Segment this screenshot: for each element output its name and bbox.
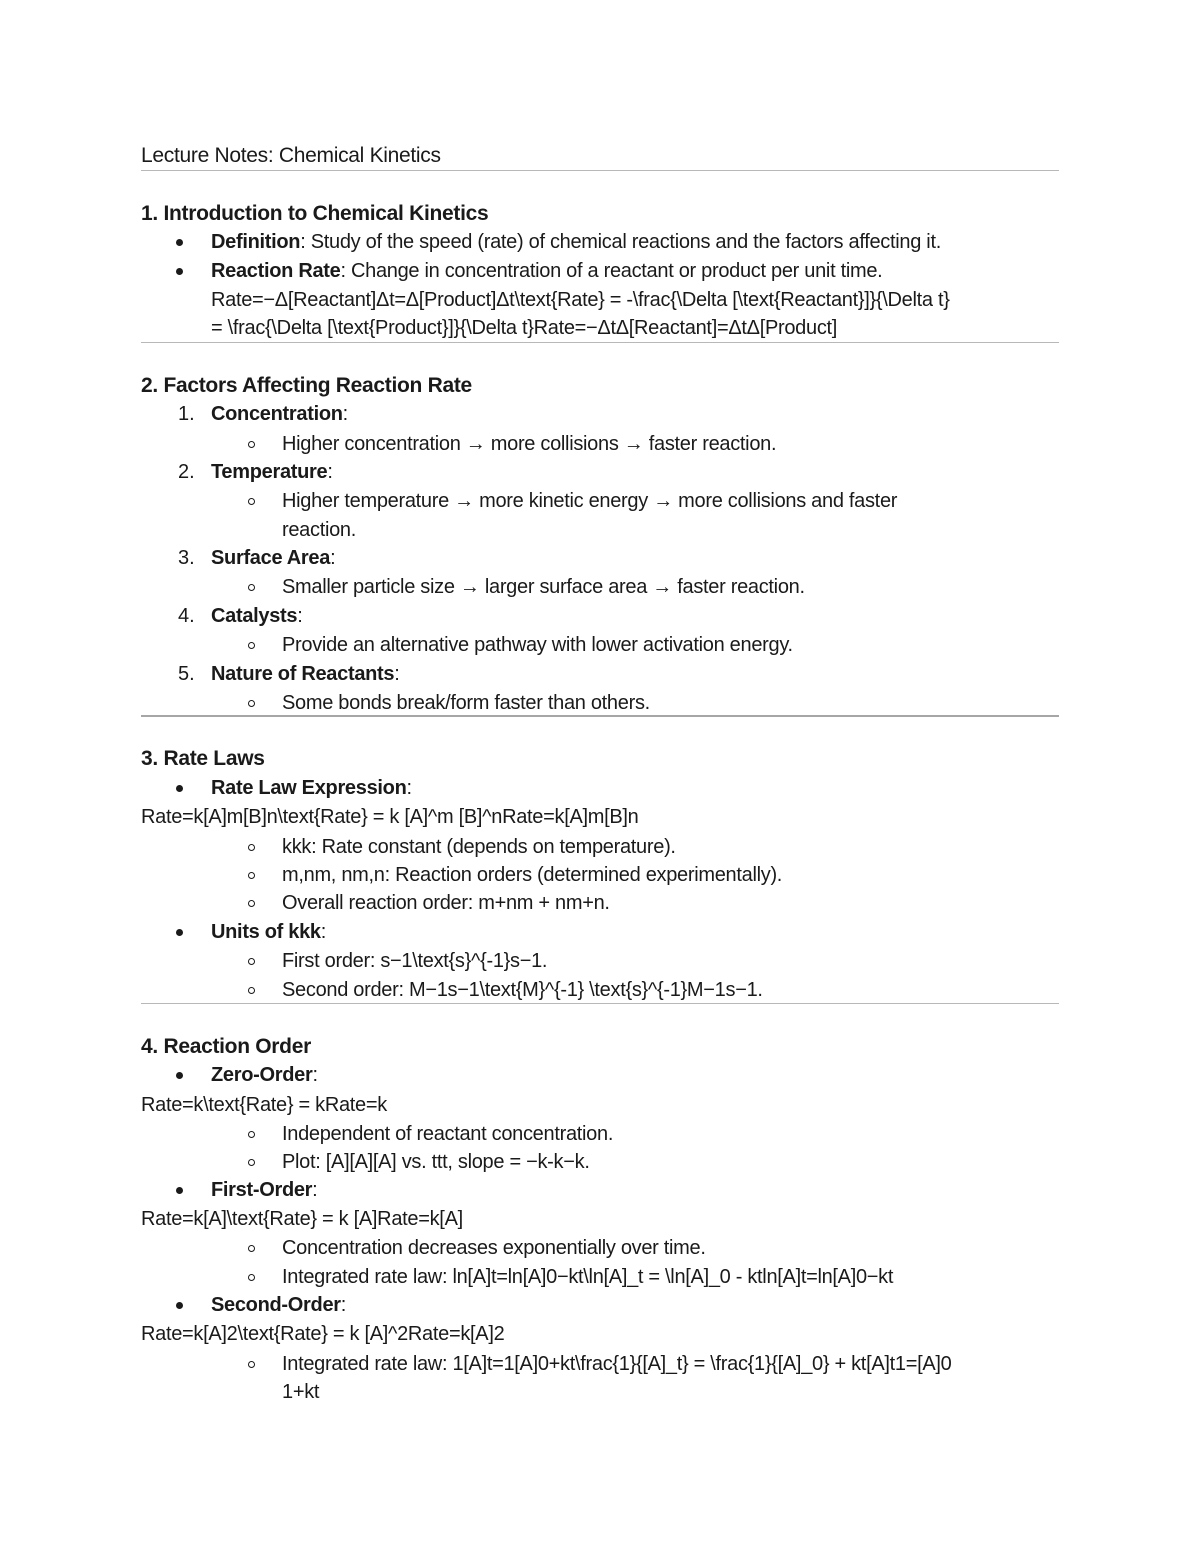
reaction-rate-text: : Change in concentration of a reactant or product per unit time. — [340, 260, 883, 282]
bullet-icon — [176, 1187, 183, 1194]
zero-order-formula: Rate=k\text{Rate} = kRate=k — [141, 1094, 387, 1116]
first-order-detail: Concentration decreases exponentially over time. — [282, 1237, 706, 1259]
first-order-detail: Integrated rate law: ln[A]t=ln[A]0−kt\ln[A]_t = \ln[A]_0 - ktln[A]t​=ln[A]0​−kt — [282, 1266, 894, 1288]
factor-surface-area: Surface Area: — [211, 547, 336, 569]
section-divider — [141, 342, 1059, 343]
sub-bullet-icon — [248, 900, 255, 907]
sub-bullet-icon — [248, 642, 255, 649]
factor-catalysts-detail: Provide an alternative pathway with lower activation energy. — [282, 634, 793, 656]
bullet-icon — [176, 1072, 183, 1079]
second-order-detail-cont: ​1​+kt — [282, 1381, 320, 1403]
rate-formula-line-1: Rate=−Δ[Reactant]Δt=Δ[Product]Δt\text{Rate} = -\frac{\Delta [\text{Reactant}]}{\Delta t} — [211, 289, 950, 311]
bullet-icon — [176, 239, 183, 246]
factor-concentration-detail: Higher concentration → more collisions → faster reaction. — [282, 433, 777, 455]
sub-bullet-icon — [248, 584, 255, 591]
factor-temperature: Temperature: — [211, 461, 333, 483]
bullet-icon — [176, 1302, 183, 1309]
rate-law-detail: m,nm, nm,n: Reaction orders (determined experimentally). — [282, 864, 783, 886]
factor-nature-of-reactants: Nature of Reactants: — [211, 663, 400, 685]
sub-bullet-icon — [248, 872, 255, 879]
list-number: 2. — [178, 461, 195, 483]
sub-bullet-icon — [248, 1274, 255, 1281]
second-order-formula: Rate=k[A]2\text{Rate} = k [A]^2Rate=k[A]2 — [141, 1323, 505, 1345]
section-divider — [141, 715, 1059, 717]
sub-bullet-icon — [248, 441, 255, 448]
definition-text: : Study of the speed (rate) of chemical reactions and the factors affecting it. — [300, 231, 941, 253]
rate-law-detail: Overall reaction order: m+nm + nm+n. — [282, 892, 610, 914]
sub-bullet-icon — [248, 700, 255, 707]
section-4-heading: 4. Reaction Order — [141, 1035, 311, 1058]
sub-bullet-icon — [248, 498, 255, 505]
sub-bullet-icon — [248, 1245, 255, 1252]
rate-law-formula: Rate=k[A]m[B]n\text{Rate} = k [A]^m [B]^nRate=k[A]m[B]n — [141, 806, 639, 828]
first-order-formula: Rate=k[A]\text{Rate} = k [A]Rate=k[A] — [141, 1208, 463, 1230]
section-2-heading: 2. Factors Affecting Reaction Rate — [141, 374, 472, 397]
definition-item — [211, 230, 941, 254]
second-order: Second-Order: — [211, 1294, 347, 1316]
factor-concentration: Concentration: — [211, 403, 348, 425]
definition-label: Definition — [211, 231, 301, 253]
reaction-rate-label: Reaction Rate — [211, 260, 341, 282]
title-rule — [141, 170, 1059, 171]
bullet-icon — [176, 785, 183, 792]
units-of-k: Units of kkk: — [211, 921, 327, 943]
page-title: Lecture Notes: Chemical Kinetics — [141, 144, 441, 167]
sub-bullet-icon — [248, 958, 255, 965]
section-divider — [141, 1003, 1059, 1004]
second-order-detail: Integrated rate law: 1[A]t=1[A]0+kt\frac{1}{[A]_t} = \frac{1}{[A]_0} + kt[A]t​1​=[A]0 — [282, 1353, 952, 1375]
rate-law-detail: kkk: Rate constant (depends on temperature). — [282, 836, 676, 858]
bullet-icon — [176, 268, 183, 275]
units-detail: First order: s−1\text{s}^{-1}s−1. — [282, 950, 548, 972]
sub-bullet-icon — [248, 987, 255, 994]
reaction-rate-item — [211, 259, 882, 283]
zero-order-detail: Independent of reactant concentration. — [282, 1123, 614, 1145]
rate-law-expression: Rate Law Expression: — [211, 777, 412, 799]
section-1-heading: 1. Introduction to Chemical Kinetics — [141, 202, 489, 225]
bullet-icon — [176, 929, 183, 936]
list-number: 5. — [178, 663, 195, 685]
list-number: 3. — [178, 547, 195, 569]
sub-bullet-icon — [248, 1361, 255, 1368]
factor-catalysts: Catalysts: — [211, 605, 303, 627]
zero-order-detail: Plot: [A][A][A] vs. ttt, slope = −k-k−k. — [282, 1151, 590, 1173]
factor-temperature-detail-cont: reaction. — [282, 519, 357, 541]
units-detail: Second order: M−1s−1\text{M}^{-1} \text{s}^{-1}M−1s−1. — [282, 979, 763, 1001]
factor-nature-detail: Some bonds break/form faster than others. — [282, 692, 650, 714]
list-number: 1. — [178, 403, 195, 425]
sub-bullet-icon — [248, 844, 255, 851]
factor-surface-area-detail: Smaller particle size → larger surface area → faster reaction. — [282, 576, 805, 598]
list-number: 4. — [178, 605, 195, 627]
rate-formula-line-2: = \frac{\Delta [\text{Product}]}{\Delta t}Rate=−ΔtΔ[Reactant]=ΔtΔ[Product] — [211, 317, 838, 339]
first-order: First-Order: — [211, 1179, 318, 1201]
sub-bullet-icon — [248, 1159, 255, 1166]
factor-temperature-detail: Higher temperature → more kinetic energy → more collisions and faster — [282, 490, 898, 512]
zero-order: Zero-Order: — [211, 1064, 318, 1086]
section-3-heading: 3. Rate Laws — [141, 747, 265, 770]
sub-bullet-icon — [248, 1131, 255, 1138]
